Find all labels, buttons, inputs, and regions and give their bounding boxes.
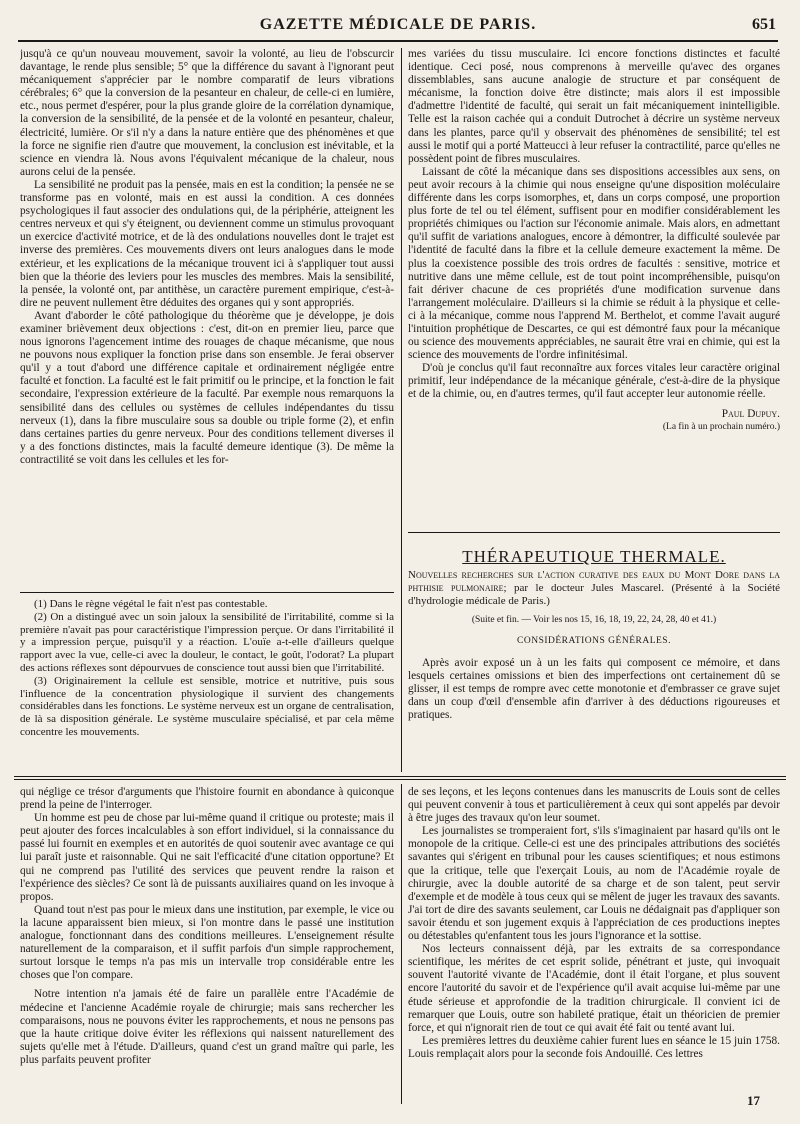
lower-right-column [408,786,780,1088]
journal-title: GAZETTE MÉDICALE DE PARIS. [259,16,537,33]
paragraph: Nos lecteurs connaissent déjà, par les extraits de sa correspondance scientifique, les mérites de cet esprit solide, pénétrant et juste, qui invoquait souvent l'autorité vivante de l'Académie, dont il était l'organe, et plus souvent encore l'autorité du savoir et de l'expérience qu'il avait acquise lui-même par une étude sérieuse et approfondie de la tradition chirurgicale. Il convient ici de remarquer que Louis, outre son habileté pratique, était un théoricien de premier force, et qui n'ignorait rien de tout ce qui avait été fait ou tenté avant lui. [408,943,780,1034]
upper-left-column [20,48,394,583]
paragraph: Laissant de côté la mécanique dans ses dispositions accessibles aux sens, on peut avoir recours à la chimie qui nous enseigne qu'une disposition moléculaire différente dans les corps isomorphes, et, dans un corps composé, une proportion plus forte de tel ou tel élément, suffisent pour en modifier considérablement les propriétés chimiques ou l'action sur l'économie animale. Mais alors, en admettant qu'il suffit de variations analogues, encore à démontrer, la difficulté soulevée par l'identité de faculté dans la fibre et la cellule demeure exactement la même. De plus la coexistence possible des trois ordres de facultés : sensitive, motrice et nutritive dans une même cellule, est de tout point incompréhensible, puisqu'on fait dériver chacune de ces propriétés d'une modification survenue dans l'arrangement moléculaire. D'ailleurs si la chimie se réduit à la physique et celle-ci à la mécanique, comme nous l'apprend M. Berthelot, et comme l'avait auguré l'intuition prophétique de Descartes, ce qui est démontré faux pour la mécanique ou science des mouvements appréciables, ne saurait être vrai en chimie, qui est la science des mouvements de l'ordre infinitésimal. [408,165,780,362]
paragraph: Quand tout n'est pas pour le mieux dans une institution, par exemple, le vice ou la lacune apparaissent bien mieux, si l'on montre dans le passé une institution analogue, fonctionnant dans des conditions meilleures. L'enseignement résulte naturellement de la comparaison, et il suffit parfois d'un simple rapprochement, surtout lorsque le temps n'a pas mis un intervalle trop considérable entre les choses que l'on compare. [20,903,394,982]
page-header [18,14,778,42]
footnote: (3) Originairement la cellule est sensible, motrice et nutritive, puis sous l'influence de la concentration physiologique il survient des changements considérables dans les fonctions. Le système nerveux est un organe de centralisation, de là sa disposition générale. Le système musculaire spécialisé, et par cela même concentre les mouvements. [20,674,394,738]
column-divider [401,48,402,772]
page-divider [14,776,786,777]
suite-note: (Suite et fin. — Voir les nos 15, 16, 18, 19, 22, 24, 28, 40 et 41.) [471,615,717,626]
paragraph: Les premières lettres du deuxième cahier furent lues en séance le 15 juin 1758. Louis remplaçait alors pour la seconde fois Andouillé. Ces lettres [408,1034,780,1060]
paragraph: jusqu'à ce qu'un nouveau mouvement, savoir la volonté, au lieu de l'obscurcir davantage, le rende plus sensible; 5° que la différence du savant à l'ignorant peut mécaniquement s'apprécier par le nombre comparatif de leurs vibrations cérébrales; 6° que la conversion de la pesanteur en chaleur, de celle-ci en lumière, etc., nous permet d'espérer, pour la plus grande gloire de la corrélation dynamique, la conversion de la sensibilité, de la pensée et de la volonté en pesanteur, chaleur, électricité, lumière. Or s'il n'y a dans la nature entière que des phénomènes et que la force ne signifie rien d'autre que mouvement, la conclusion est inévitable, et la science en viendra là. Nous avons l'équivalent mécanique de la chaleur, nous aurons celui de la pensée. [20,48,394,178]
paragraph: D'où je conclus qu'il faut reconnaître aux forces vitales leur caractère original primitif, leur indépendance de la mécanique générale, c'est-à-dire de la physique et de la chimie, ou, en d'autres termes, qu'il faut accepter leur autonomie réelle. [408,362,780,401]
lower-left-column [20,786,394,1108]
paragraph: La sensibilité ne produit pas la pensée, mais en est la condition; la pensée ne se transforme pas en volonté, mais en est aussi la condition. A ces données psychologiques il faut associer des ondulations qui, de la périphérie, atteignent les centres nerveux et qui s'y éteignent, ou deviennent comme un stimulus provoquant un exercice d'activité motrice, et de là des ondulations nouvelles dont le trajet est inverse des premières. Ces mouvements divers ont leurs analogues dans le mode extérieur, et les explications de la mécanique trouvent ici à s'appliquer tout aussi bien que la théorie des leviers pour les muscles des membres. Mais la sensibilité, la pensée, la volonté ont, par antithèse, un caractère purement empirique, c'est-à-dire ne peuvent nullement être déduites des organes qui y sont appropriés. [20,178,394,309]
subtitle-caps: Nouvelles recherches sur l'action curative des eaux du Mont Dore dans la phthisie pulmonaire; [408,569,780,595]
article-subtitle [408,569,780,608]
footnote-divider [20,592,394,593]
subtitle-rest: par le docteur Jules Mascarel. (Présenté à la Société d'hydrologie médicale de Paris.) [408,582,780,608]
footnotes [20,598,394,772]
paragraph: Avant d'aborder le côté pathologique du théorème que je développe, je dois examiner brièvement deux objections : c'est, dit-on en premier lieu, parce que nous ignorons l'agencement intime des rouages de chaque mécanisme, que nous ne pouvons nous expliquer la fonction prise dans son ensemble. Je ferai observer qu'il y a tout d'abord une différence capitale et ordinairement négligée entre faculté et fonction. La faculté est le fait primitif ou le principe, et la fonction le fait secondaire, l'expression extérieure de la faculté. Par exemple nous remarquons la sensibilité dans des cellules ou systèmes de cellules indépendantes du tissu nerveux (1), dans la fibre musculaire sous sa double ou triple forme (2), et enfin dans certaines parties du genre nerveux. Pour des conditions tellement diverses il y a des fonctions distinctes, mais la faculté demeure identique (3). De même la contractilité se voit dans les cellules et les for- [20,309,394,466]
paragraph: de ses leçons, et les leçons contenues dans les manuscrits de Louis sont de celles qui peuvent convenir à tous et particulièrement à ceux qui sont appelés par devoir à être juges des travaux qu'on leur soumet. [408,786,780,825]
paragraph: Les journalistes se tromperaient fort, s'ils s'imaginaient par hasard qu'ils ont le monopole de la critique. Celle-ci est une des principales attributions des sociétés savantes qui s'érigent en tribunal pour les causes scientifiques; et nous estimons que la critique, telle que l'exerçait Louis, au nom de l'Académie royale de chirurgie, avec la double autorité de sa charge et de son talent, peut servir d'exemple et de modèle à tous ceux qui se mêlent de juger les travaux des savants. J'ai tort de dire des savants seulement, car Louis ne dédaignait pas d'appliquer son savoir étendu et son jugement exquis à l'appréciation de ces productions ineptes ou détestables qu'enfantent tous les jours l'ignorance et la sottise. [408,825,780,943]
paragraph: mes variées du tissu musculaire. Ici encore fonctions distinctes et faculté identique. Ceci posé, nous comprenons à merveille qu'avec des organes dissemblables, sans aucune analogie de structure et par conséquent de mécanisme, la fonction doive être distincte; mais alors il est impossible d'admettre l'identité de faculté, qui serait un fait mécaniquement inintelligible. Telle est la raison cachée qui a conduit Dutrochet à décrire un système nerveux dans les plantes, parce qu'il y observait des phénomènes de sensibilité; tel est aussi le motif qui a porté Matteucci à leur refuser la contractilité, parce qu'elles ne possèdent point de fibres musculaires. [408,48,780,165]
signature-mark: 17 [747,1093,760,1108]
footnote: (2) On a distingué avec un soin jaloux la sensibilité de l'irritabilité, comme si la première n'avait pas pour caractéristique l'impression perçue. Or dans l'irritabilité il y a impression perçue, puisqu'il y a réaction. L'ouïe a-t-elle d'ailleurs quelque rapport avec la vue, celle-ci avec la douleur, le contact, le goût, l'odorat? La plupart des actions réflexes sont dépourvues de conscience tout aussi bien que l'irritabilité. [20,610,394,674]
paragraph: Après avoir exposé un à un les faits qui composent ce mémoire, et dans lesquels certaines omissions et bien des imperfections ont certainement dû se glisser, il est temps de rompre avec cette monotonie et d'embrasser ce grave sujet dans un coup d'œil d'ensemble afin d'arriver à des déductions rigoureuses et pratiques. [408,656,780,721]
page-number: 651 [752,16,776,33]
paragraph: Notre intention n'a jamais été de faire un parallèle entre l'Académie de médecine et l'ancienne Académie royale de chirurgie; mais sans rechercher les comparaisons, nous ne pouvons éviter les rapprochements, et nous ne pensons pas que la haute critique doive éviter les réflexions qui naissent naturellement des sujets qu'elle met à l'étude. D'ailleurs, quand c'est un grand maître qui parle, les plus parfaits peuvent profiter [20,988,394,1066]
continuation-note: (La fin à un prochain numéro.) [662,421,780,432]
section-heading: CONSIDÉRATIONS GÉNÉRALES. [517,636,671,647]
paragraph: qui néglige ce trésor d'arguments que l'histoire fournit en abondance à quiconque prend la peine de l'interroger. [20,786,394,812]
section-divider [408,532,780,533]
footnote: (1) Dans le règne végétal le fait n'est pas contestable. [34,598,268,610]
therapeutique-section [408,536,780,772]
paragraph: Un homme est peu de chose par lui-même quand il critique ou proteste; mais il peut ajouter des forces incalculables à son effort individuel, si la connaissance du passé lui fournit en exemples et en autorités de quoi soutenir avec avantage ce qui lui paraît juste et raisonnable. Qui ne sait l'efficacité d'une citation opportune? Et qui ne comprend pas l'utilité des services que peuvent rendre la raison et l'expérience des siècles? Ce sont là de puissants auxiliaires quand on les invoque à propos. [20,812,394,903]
column-divider-lower [401,784,402,1104]
author-signature: Paul Dupuy. [721,407,780,420]
upper-right-column [408,48,780,518]
section-title: THÉRAPEUTIQUE THERMALE. [462,547,726,566]
page-divider-double [14,779,786,780]
